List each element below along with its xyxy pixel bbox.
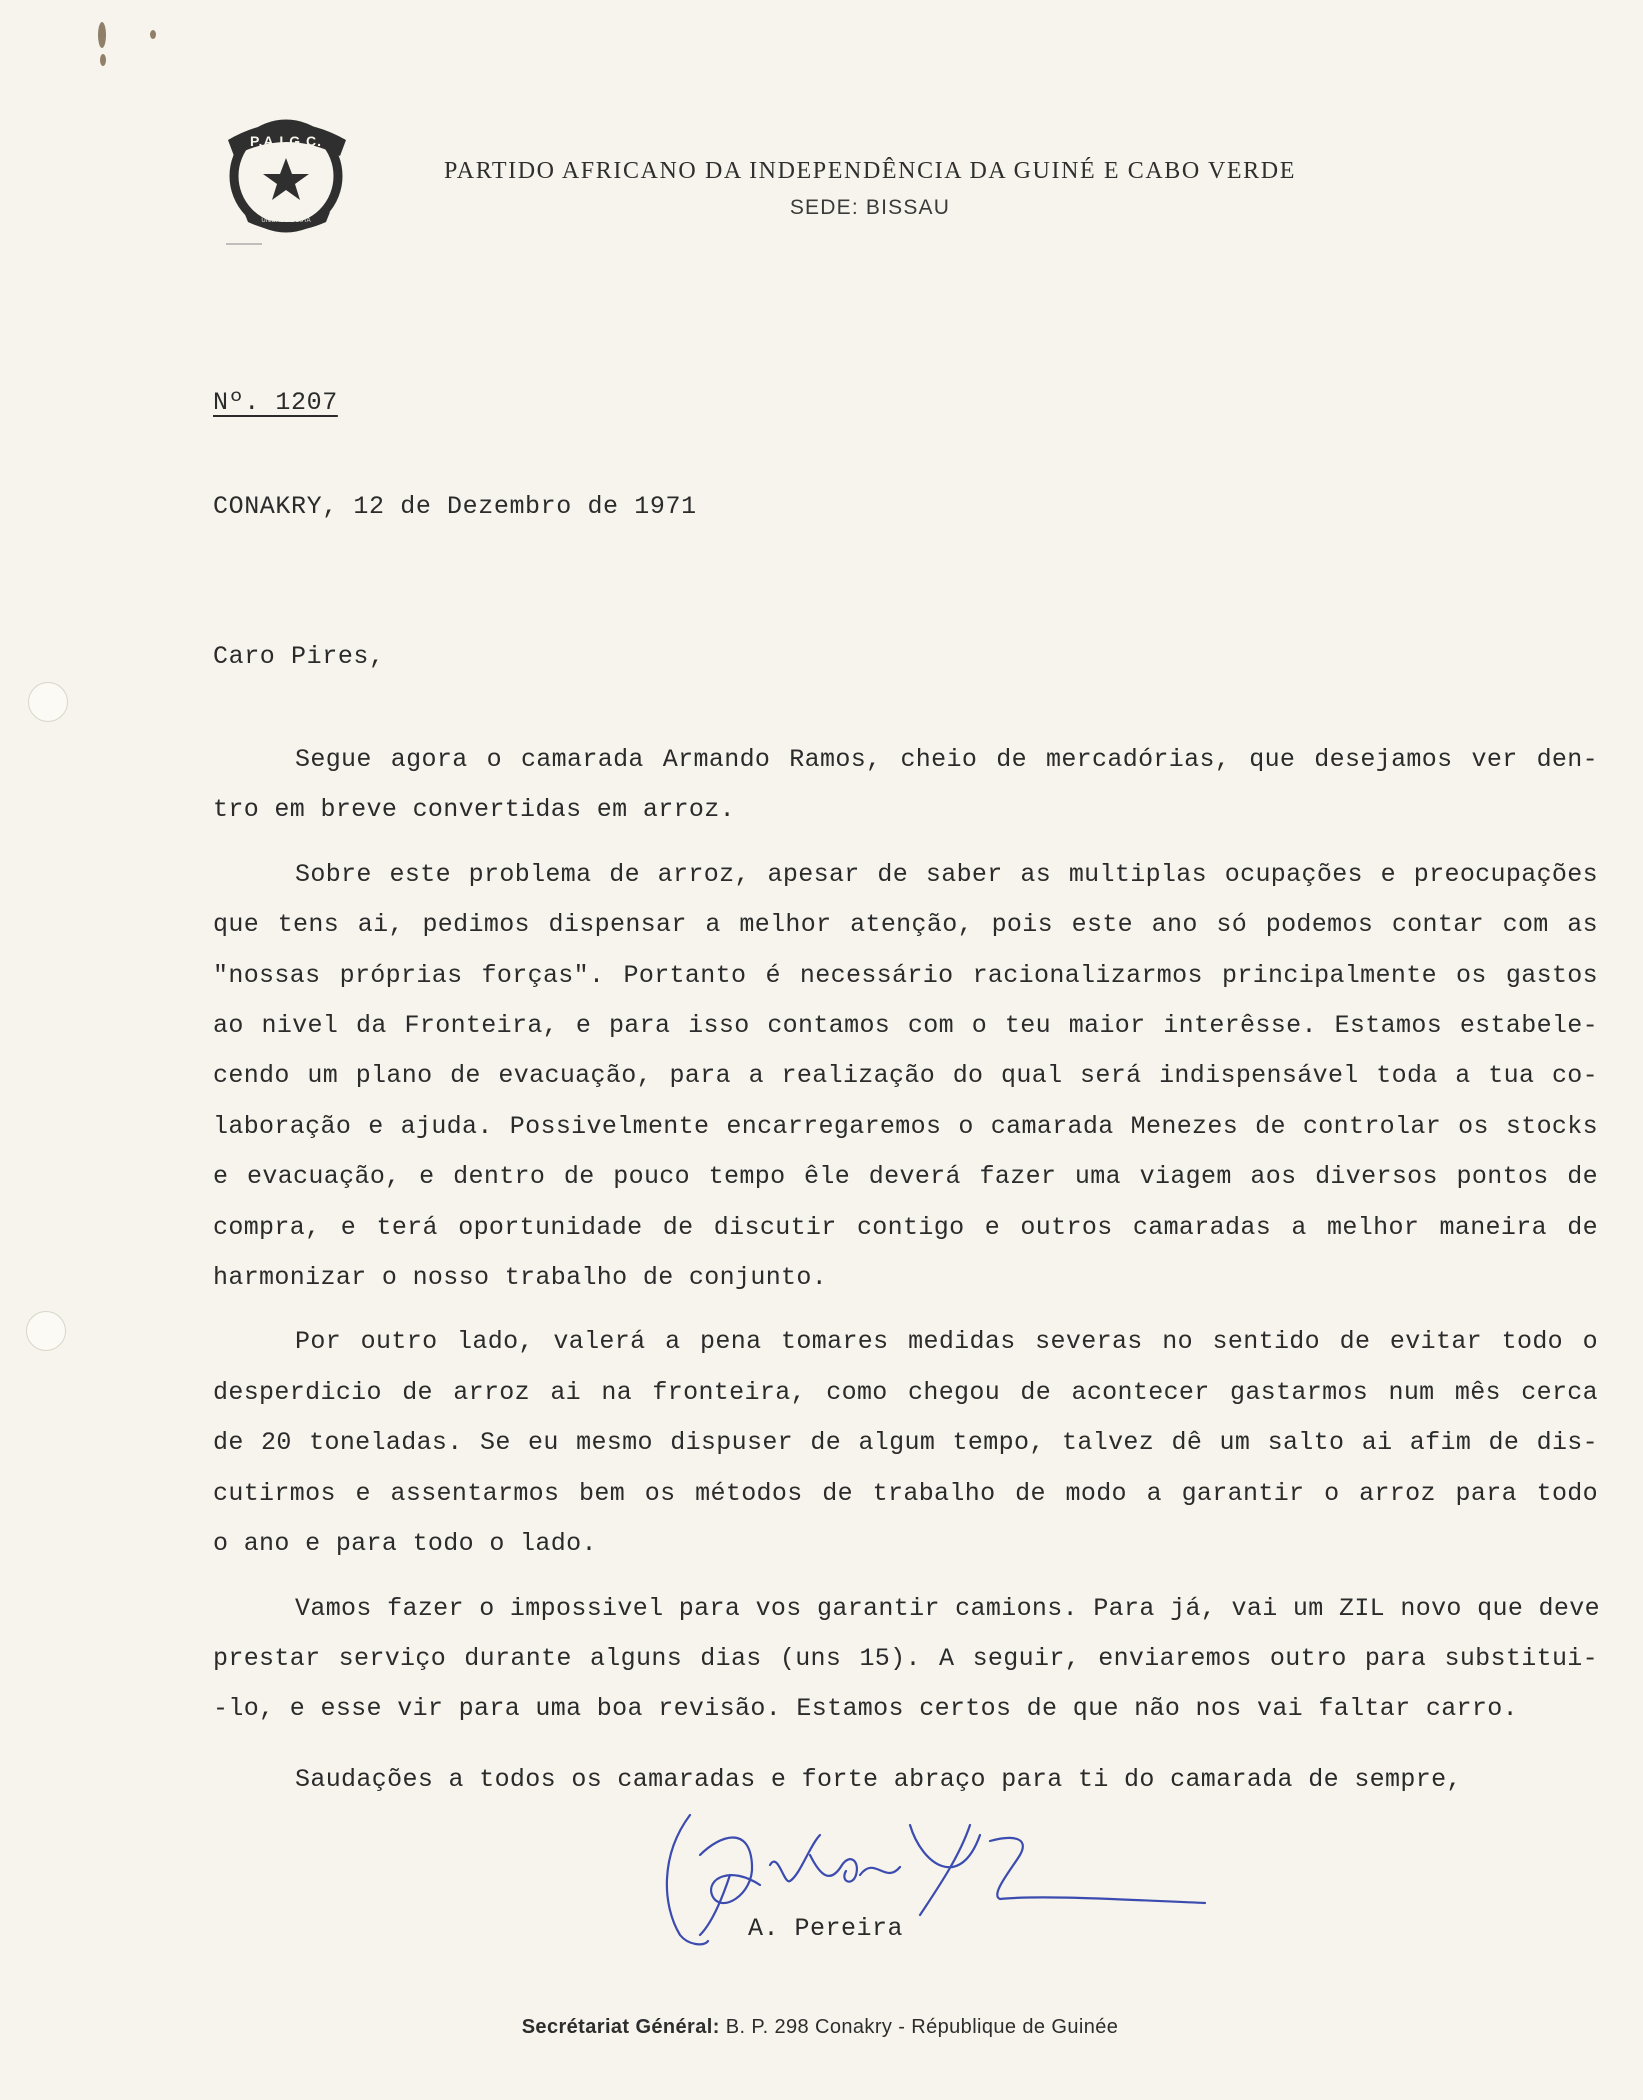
text-line: Vamos fazer o impossivel para vos garantir camions. Para já, vai um ZIL novo que deve (295, 1593, 1600, 1623)
footer-label: Secrétariat Général: (521, 2016, 720, 2038)
signer-name: A. Pereira (748, 1914, 904, 1943)
handwritten-signature (660, 1795, 1220, 1955)
letter-body (213, 735, 1598, 1749)
text-line: -lo, e esse vir para uma boa revisão. Estamos certos de que não nos vai faltar carro. (213, 1694, 1518, 1724)
reference-number: Nº. 1207 (213, 388, 338, 417)
paigc-logo-icon (222, 110, 356, 248)
text-line: ao nivel da Fronteira, e para isso contamos com o teu maior interêsse. Estamos estabele- (213, 1011, 1598, 1041)
ink-stain (98, 22, 106, 48)
svg-text:UNIDADE E LUTA: UNIDADE E LUTA (261, 218, 311, 224)
text-line: "nossas próprias forças". Portanto é necessário racionalizarmos principalmente os gastos (213, 960, 1598, 990)
ink-stain (100, 54, 106, 66)
punch-hole (26, 1311, 66, 1351)
closing-line: Saudações a todos os camaradas e forte abraço para ti do camarada de sempre, (295, 1765, 1462, 1794)
paragraph (213, 1317, 1598, 1569)
footer-address (300, 2016, 1340, 2039)
paragraph (213, 1584, 1598, 1735)
organization-name: PARTIDO AFRICANO DA INDEPENDÊNCIA DA GUINÉ E CABO VERDE (444, 158, 1296, 184)
ink-stain (150, 30, 156, 39)
text-line: e evacuação, e dentro de pouco tempo êle deverá fazer uma viagem aos diversos pontos de (213, 1162, 1598, 1192)
text-line: de 20 toneladas. Se eu mesmo dispuser de algum tempo, talvez dê um salto ai afim de dis- (213, 1428, 1598, 1458)
paragraph (213, 850, 1598, 1304)
organization-seat: SEDE: BISSAU (789, 196, 951, 219)
text-line: que tens ai, pedimos dispensar a melhor atenção, pois este ano só podemos contar com as (213, 910, 1598, 940)
text-line: compra, e terá oportunidade de discutir contigo e outros camaradas a melhor maneira de (213, 1212, 1598, 1242)
text-line: Por outro lado, valerá a pena tomares medidas severas no sentido de evitar todo o (295, 1327, 1598, 1357)
text-line: harmonizar o nosso trabalho de conjunto. (213, 1263, 828, 1293)
text-line: prestar serviço durante alguns dias (uns 15). A seguir, enviaremos outro para substitui- (213, 1643, 1598, 1673)
text-line: cendo um plano de evacuação, para a realização do qual será indispensável toda a tua co- (213, 1061, 1598, 1091)
text-line: laboração e ajuda. Possivelmente encarregaremos o camarada Menezes de controlar os stocks (213, 1111, 1598, 1141)
text-line: Sobre este problema de arroz, apesar de saber as multiplas ocupações e preocupações (295, 859, 1598, 889)
text-line: cutirmos e assentarmos bem os métodos de trabalho de modo a garantir o arroz para todo (213, 1478, 1598, 1508)
text-line: tro em breve convertidas em arroz. (213, 795, 735, 825)
salutation: Caro Pires, (213, 642, 385, 671)
footer-text: B. P. 298 Conakry - République de Guinée (725, 2016, 1119, 2038)
text-line: desperdicio de arroz ai na fronteira, como chegou de acontecer gastarmos num mês cerca (213, 1377, 1598, 1407)
paragraph (213, 735, 1598, 836)
punch-hole (28, 682, 68, 722)
text-line: o ano e para todo o lado. (213, 1529, 597, 1559)
svg-text:P.A.I.G.C.: P.A.I.G.C. (250, 133, 322, 149)
date-line: CONAKRY, 12 de Dezembro de 1971 (213, 492, 697, 521)
text-line: Segue agora o camarada Armando Ramos, cheio de mercadórias, que desejamos ver den- (295, 745, 1598, 774)
